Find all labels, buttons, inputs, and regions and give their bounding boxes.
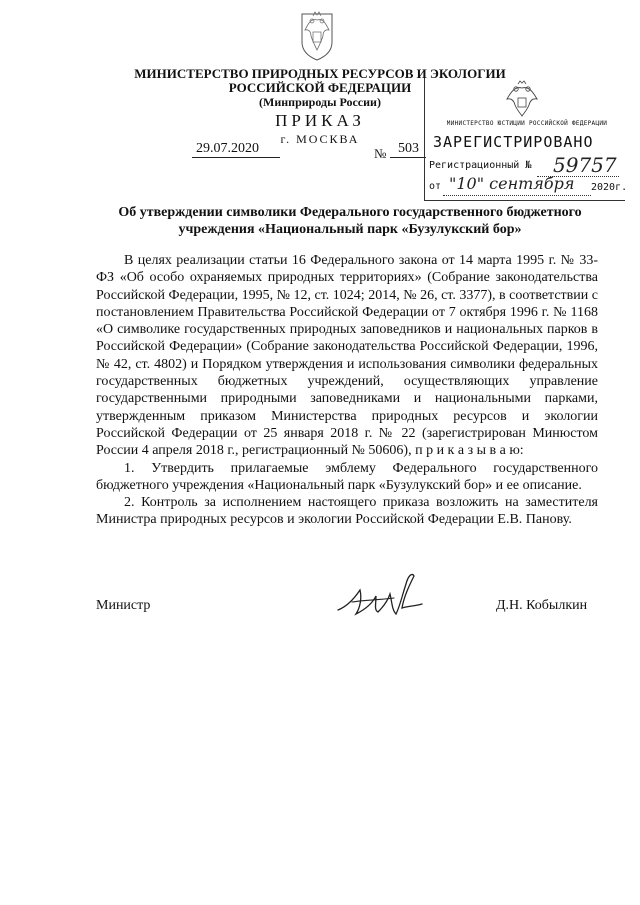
document-body bbox=[96, 252, 598, 529]
handwritten-signature-icon bbox=[330, 566, 430, 628]
date-underline bbox=[192, 157, 280, 158]
title-line1: Об утверждении символики Федерального государственного бюджетного bbox=[118, 205, 582, 220]
stamp-registration-label: Регистрационный № bbox=[429, 160, 532, 171]
stamp-handwritten-date: "10" сентября bbox=[449, 174, 575, 193]
ministry-name-line1: МИНИСТЕРСТВО ПРИРОДНЫХ РЕСУРСОВ И ЭКОЛОГИИ bbox=[134, 66, 506, 81]
document-date: 29.07.2020 bbox=[196, 141, 259, 156]
stamp-date-line bbox=[443, 195, 591, 196]
russian-coat-of-arms-icon bbox=[299, 8, 335, 62]
document-type: ПРИКАЗ bbox=[275, 111, 365, 130]
stamp-registration-number: 59757 bbox=[553, 153, 617, 177]
registration-stamp bbox=[424, 78, 628, 201]
stamp-year: 2020г. bbox=[591, 182, 628, 193]
document-number: 503 bbox=[398, 141, 419, 156]
stamp-organization: МИНИСТЕРСТВО ЮСТИЦИИ РОССИЙСКОЙ ФЕДЕРАЦИИ bbox=[446, 120, 608, 127]
order-item-2: 2. Контроль за исполнением настоящего приказа возложить на заместителя Министра природных ресурсов и экологии Российской Федерации Е.В. Панову. bbox=[96, 495, 598, 528]
stamp-date-prefix: от bbox=[429, 181, 442, 192]
ministry-short-name: (Минприроды России) bbox=[259, 95, 381, 109]
title-line2: учреждения «Национальный парк «Бузулукский бор» bbox=[178, 222, 522, 237]
signer-position: Министр bbox=[96, 598, 151, 613]
signer-name: Д.Н. Кобылкин bbox=[496, 598, 588, 613]
preamble-paragraph: В целях реализации статьи 16 Федерального закона от 14 марта 1995 г. № 33-ФЗ «Об особо охраняемых природных территориях» (Собрание законодательства Российской Федерации, 1995, № 12, ст. 1024; 2014, № 26, ст. 3377), в соответствии с постановлением Правительства Российской Федерации от 7 октября 1996 г. № 1168 «О символике государственных природных заповедников и национальных парков в Российской Федерации» (Собрание законодательства Российской Федерации, 1996, № 42, ст. 4802) и Порядком утверждения и использования символики федеральных государственных бюджетных учреждений, осуществляющих управление государственными природными заповедниками и национальными парками, утвержденным приказом Министерства природных ресурсов и экологии Российской Федерации от 25 января 2018 г. № 22 (зарегистрирован Минюстом России 4 апреля 2018 г., регистрационный № 50606), п р и к а з ы в а ю: bbox=[96, 253, 598, 459]
document-city: г. МОСКВА bbox=[280, 132, 360, 146]
stamp-status: ЗАРЕГИСТРИРОВАНО bbox=[433, 133, 594, 151]
russian-coat-of-arms-icon bbox=[502, 80, 542, 118]
document-title bbox=[90, 204, 610, 238]
number-underline bbox=[390, 157, 426, 158]
ministry-name-line2: РОССИЙСКОЙ ФЕДЕРАЦИИ bbox=[228, 80, 412, 95]
order-item-1: 1. Утвердить прилагаемые эмблему Федерального государственного бюджетного учреждения «Национальный парк «Бузулукский бор» и ее описание. bbox=[96, 460, 598, 493]
number-sign: № bbox=[374, 146, 387, 161]
